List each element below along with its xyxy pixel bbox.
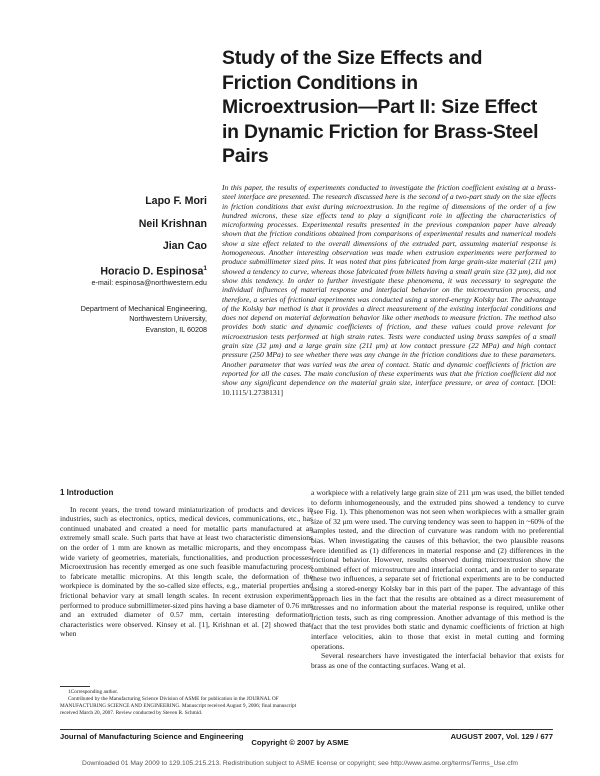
footnote-divider [60,686,90,687]
affiliation-line: Evanston, IL 60208 [145,324,207,334]
affiliation-line: Northwestern University, [129,314,207,324]
body-paragraph: In recent years, the trend toward miniaturization of products and devices in industries, such as electronics, optics, medical devices, communications, etc., has continued unabated and created a need for metallic parts manufactured at an extremely small scale. Such parts that have at least two characteristic dimensions on the order of 1 mm are known as metallic microparts, and they encompass a wide variety of geometries, materials, functionalities, and production processes. Microextrusion has recently emerged as one such feasible manufacturing process to fabricate metallic micropins. At this length scale, the deformation of the workpiece is dominated by the so-called size effects, e.g., material properties and frictional behavior vary at small length scales. In recent extrusion experiments performed to produce submillimeter-sized pins having a base diameter of 0.76 mm and an extruded diameter of 0.57 mm, certain interesting deformation characteristics were observed. Kinsey et al. [1], Krishnan et al. [2] showed that, when [60,504,313,639]
section-heading: 1 Introduction [60,488,114,497]
author-name: Neil Krishnan [138,217,207,230]
footer-journal-name: Journal of Manufacturing Science and Engineering [60,732,244,741]
author-block [17,195,207,335]
abstract [222,183,556,397]
footnotes [60,689,313,717]
footnote: Contributed by the Manufacturing Science Division of ASME for publication in the JOURNAL OF MANUFACTURING SCIENCE AND ENGINEERING. Manuscript received August 9, 2006; final manuscript received March 20, 2007. Review conducted by Steven R. Schmid. [60,696,297,716]
body-column-right [311,488,564,670]
author-email[interactable]: e-mail: espinosa@northwestern.edu [91,279,207,287]
footer-issue-page: AUGUST 2007, Vol. 129 / 677 [450,732,553,741]
abstract-text: In this paper, the results of experiments conducted to investigate the friction coefficient existing at a brass-steel interface are presented. The research discussed here is the second of a two-part study on the size effects in friction conditions that exist during microextrusion. In the regime of dimensions of the order of a few hundred microns, these size effects tend to play a significant role in affecting the characteristics of microforming processes. Experimental results presented in the previous companion paper have already shown that the friction conditions obtained from comparisons of experimental results and numerical models show a size effect related to the overall dimensions of the extruded part, assuming material response is homogeneous. Another interesting observation was made when extrusion experiments were performed to produce submillimeter sized pins. It was noted that pins fabricated from large grain-size material (211 μm) showed a tendency to curve, whereas those fabricated from billets having a small grain size (32 μm), did not show this tendency. In order to further investigate these phenomena, it was necessary to segregate the individual influences of material response and interfacial behavior on the microextrusion process, and therefore, a series of frictional experiments was conducted using a stored-energy Kolsky bar. The advantage of the Kolsky bar method is that it provides a direct measurement of the existing interfacial conditions and does not depend on material deformation behavior like other methods to measure friction. The method also provides both static and dynamic coefficients of friction, and these values could prove relevant for microextrusion tests performed at high strain rates. Tests were conducted using brass samples of a small grain size (32 μm) and a large grain size (211 μm) at low contact pressure (22 MPa) and high contact pressure (250 MPa) to see whether there was any change in the friction conditions due to these parameters. Another parameter that was varied was the area of contact. Static and dynamic coefficients of friction are reported for all the cases. The main conclusion of these experiments was that the friction coefficient did not show any significant dependence on the material grain size, interface pressure, or area of contact. [222,183,556,388]
affiliation-line: Department of Mechanical Engineering, [80,303,207,313]
article-title: Study of the Size Effects and Friction Conditions in Microextrusion—Part II: Size Effect in Dynamic Friction for Brass-Steel Pairs [222,47,539,167]
author-name: Jian Cao [162,240,207,252]
body-paragraph: Several researchers have investigated the interfacial behavior that exists for brass as one of the contacting surfaces. Wang et al. [311,651,564,670]
page-footer [60,729,553,741]
affiliation [17,304,207,336]
footnote-marker: 1 [203,264,207,272]
body-paragraph: a workpiece with a relatively large grain size of 211 μm was used, the billet tended to deform inhomogeneously, and the extruded pins showed a tendency to curve (see Fig. 1). This phenomenon was not seen when workpieces with a smaller grain size of 32 μm were used. The curving tendency was seen to happen in ~60% of the samples tested, and the direction of curvature was random with no preferential bias. When investigating the causes of this behavior, the two plausible reasons were identified as (1) differences in material response and (2) differences in the frictional behavior. However, results observed during microextrusion show the combined effect of microstructure and interfacial contact, and in order to separate these two influences, a separate set of frictional experiments are to be conducted using a stored-energy Kolsky bar in this part of the paper. The advantage of this approach lies in the fact that the results are obtained as a direct measurement of stresses and no information about the material response is required, unlike other friction tests, such as ring compression. Another advantage of this method is the fact that the test provides both static and dynamic coefficients of friction at high interface velocities, akin to those that exist in metal cutting and forming operations. [311,488,564,651]
author-name: Lapo F. Mori [145,195,207,207]
doi-link[interactable]: [DOI: 10.1115/1.2738131] [222,378,556,397]
author-name-corresponding [17,263,207,278]
body-column-left [60,488,313,639]
author-name-text: Horacio D. Espinosa [100,265,204,278]
copyright-line: Copyright © 2007 by ASME [251,738,349,747]
footnote: 1Corresponding author. [68,689,119,695]
download-notice: Downloaded 01 May 2009 to 129.105.215.213. Redistribution subject to ASME license or copyright; see http://www.asme.org/terms/Terms_Use.cfm [81,760,519,767]
